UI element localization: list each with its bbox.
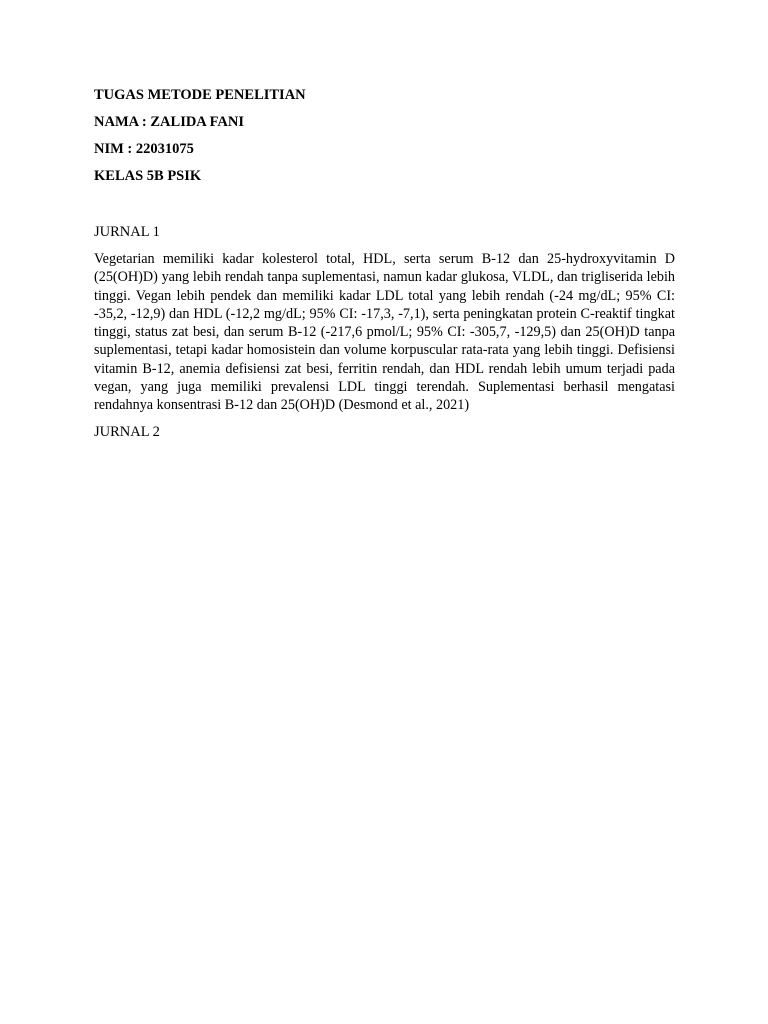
journal-1-title: JURNAL 1 — [94, 224, 160, 240]
student-class: KELAS 5B PSIK — [94, 168, 202, 184]
student-nim: NIM : 22031075 — [94, 141, 194, 157]
journal-1-summary: Vegetarian memiliki kadar kolesterol total, HDL, serta serum B-12 dan 25-hydroxyvitamin D (25(OH)D) yang lebih rendah tanpa suplementasi, namun kadar glukosa, VLDL, dan trigliserida lebih tinggi. Vegan lebih pendek dan memiliki kadar LDL total yang lebih rendah (-24 mg/dL; 95% CI: -35,2, -12,9) dan HDL (-12,2 mg/dL; 95% CI: -17,3, -7,1), serta peningkatan protein C-reaktif tingkat tinggi, status zat besi, dan serum B-12 (-217,6 pmol/L; 95% CI: -305,7, -129,5) dan 25(OH)D tanpa suplementasi, tetapi kadar homosistein dan volume korpuscular rata-rata yang lebih tinggi. Defisiensi vitamin B-12, anemia defisiensi zat besi, ferritin rendah, dan HDL rendah lebih umum terjadi pada vegan, yang juga memiliki prevalensi LDL tinggi terendah. Suplementasi berhasil mengatasi rendahnya konsentrasi B-12 dan 25(OH)D (Desmond et al., 2021) — [94, 251, 675, 414]
document-body — [94, 86, 675, 450]
journal-2-title: JURNAL 2 — [94, 423, 160, 440]
student-name: NAMA : ZALIDA FANI — [94, 114, 244, 130]
assignment-title: TUGAS METODE PENELITIAN — [94, 87, 306, 103]
header-spacer — [94, 194, 675, 223]
